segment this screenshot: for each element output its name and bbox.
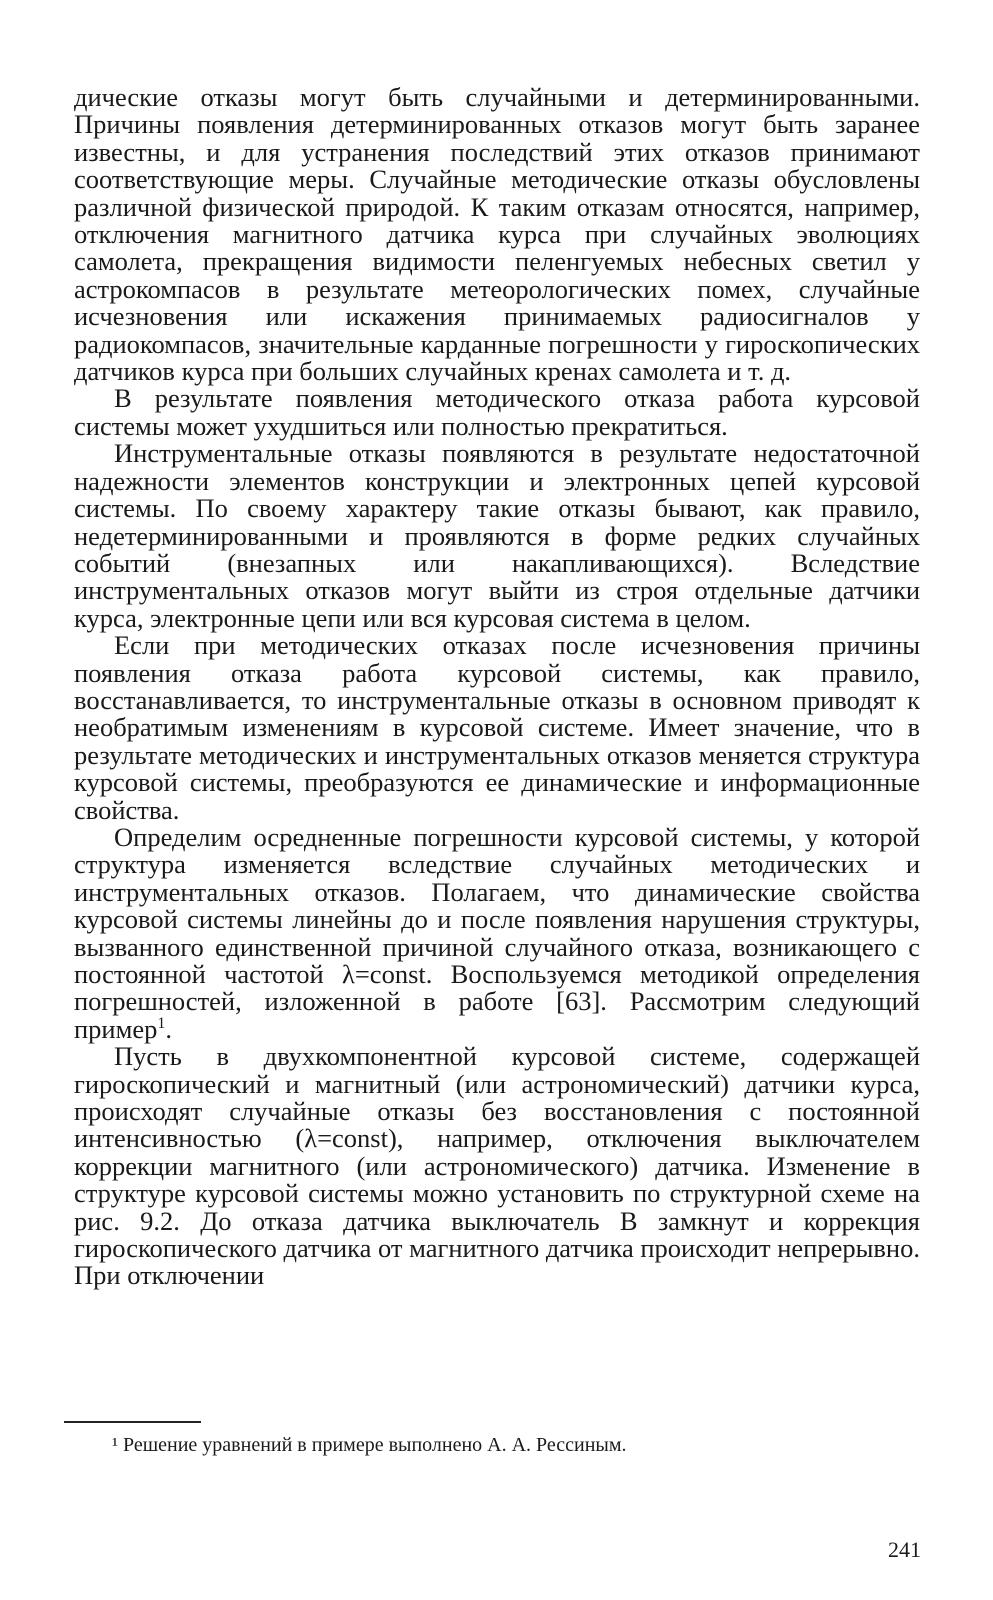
footnote — [112, 1433, 627, 1457]
main-text — [74, 84, 920, 1290]
paragraph-4: Если при методических отказах после исчезновения причины появления отказа работа курсовой системы, как правило, восстанавливается, то инструментальные отказы в основном приводят к необратимым изменениям в курсовой системе. Имеет значение, что в результате методических и инструментальных отказов меняется структура курсовой системы, преобразуются ее динамические и информационные свойства. — [74, 630, 920, 825]
paragraph-1: дические отказы могут быть случайными и детерминированными. Причины появления детерминированных отказов могут быть заранее известны, и для устранения последствий этих отказов принимают соответствующие меры. Случайные методические отказы обусловлены различной физической природой. К таким отказам относятся, например, отключения магнитного датчика курса при случайных эволюциях самолета, прекращения видимости пеленгуемых небесных светил у астрокомпасов в результате метеорологических помех, случайные исчезновения или искажения принимаемых радиосигналов у радиокомпасов, значительные карданные погрешности у гироскопических датчиков курса при больших случайных кренах самолета и т. д. — [74, 82, 920, 387]
paragraph-5: Определим осредненные погрешности курсовой системы, у которой структура изменяется вследствие случайных методических и инструментальных отказов. Полагаем, что динамические свойства курсовой системы линейны до и после появления нарушения структуры, вызванного единственной причиной случайного отказа, возникающего с постоянной частотой λ=const. Воспользуемся методикой определения погрешностей, изложенной в работе [63]. Рассмотрим следующий пример$^1$. — [74, 821, 920, 1044]
footnote-mark: ¹ — [112, 1434, 118, 1456]
paragraph-2: В результате появления методического отказа работа курсовой системы может ухудшиться или полностью прекратиться. — [74, 383, 920, 441]
paragraph-3: Инструментальные отказы появляются в результате недостаточной надежности элементов конструкции и электронных цепей курсовой системы. По своему характеру такие отказы бывают, как правило, недетерминированными и проявляются в форме редких случайных событий (внезапных или накапливающихся). Вследствие инструментальных отказов могут выйти из строя отдельные датчики курса, электронные цепи или вся курсовая система в целом. — [74, 438, 920, 633]
page-number: 241 — [888, 1537, 921, 1562]
paragraph-5-text: Определим осредненные погрешности курсовой системы, у которой структура изменяется вследствие случайных методических и инструментальных отказов. Полагаем, что динамические свойства курсовой системы линейны до и после появления нарушения структуры, вызванного единственной причиной случайного отказа, возникающего с постоянной частотой λ=const. Воспользуемся методикой определения погрешностей, изложенной в работе [63]. Рассмотрим следующий пример — [74, 821, 920, 1044]
footnote-reference: 1 — [157, 1014, 166, 1032]
footnote-text: Решение уравнений в примере выполнено А. А. Рессиным. — [123, 1434, 627, 1456]
footnote-divider — [64, 1421, 201, 1423]
paragraph-6: Пусть в двухкомпонентной курсовой системе, содержащей гироскопический и магнитный (или астрономический) датчики курса, происходят случайные отказы без восстановления с постоянной интенсивностью (λ=const), например, отключения выключателем коррекции магнитного (или астрономического) датчика. Изменение в структуре курсовой системы можно установить по структурной схеме на рис. 9.2. До отказа датчика выключатель В замкнут и коррекция гироскопического датчика от магнитного датчика происходит непрерывно. При отключении — [74, 1041, 920, 1291]
